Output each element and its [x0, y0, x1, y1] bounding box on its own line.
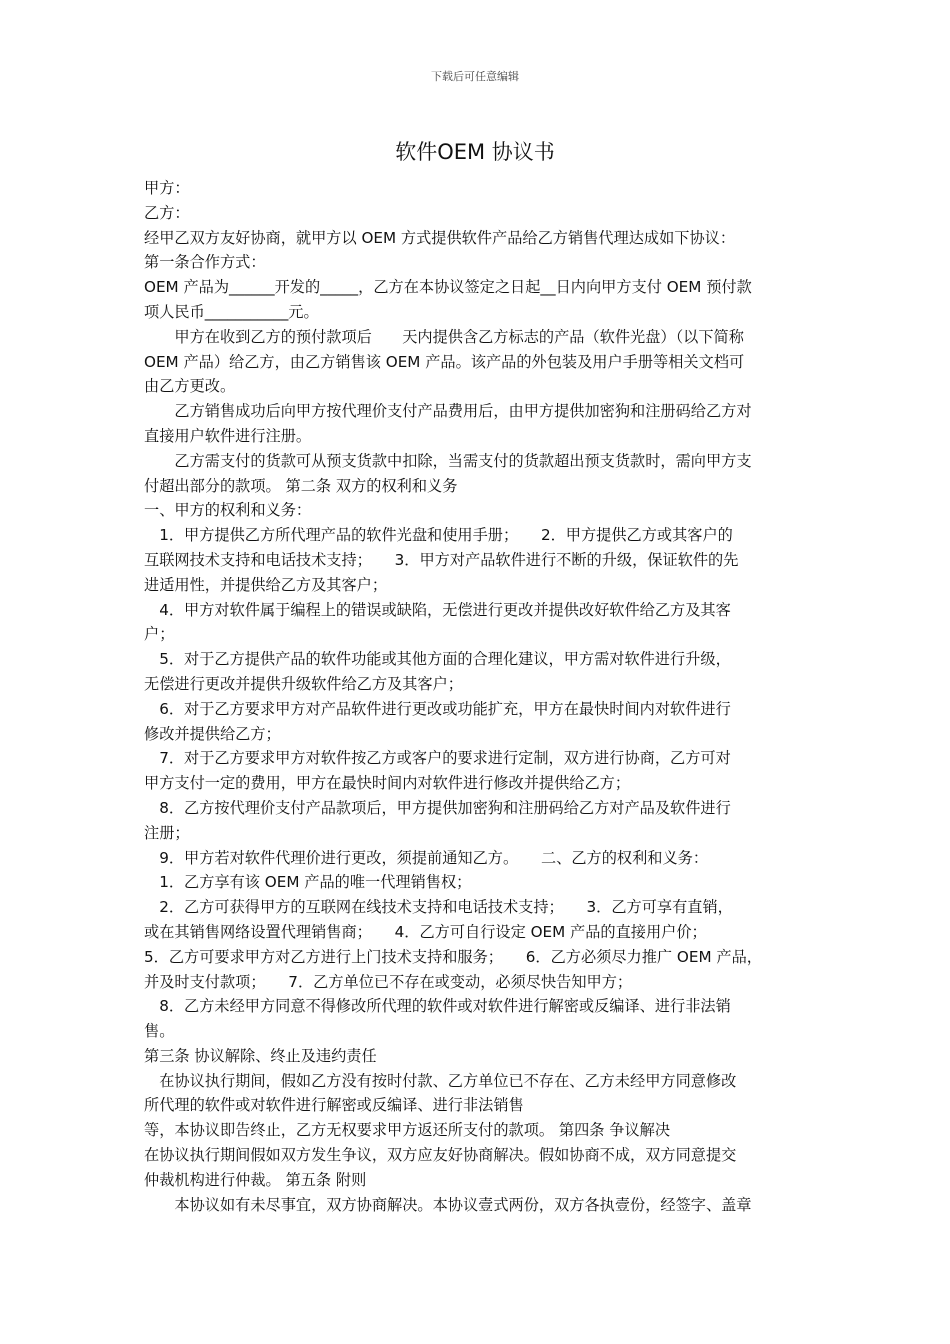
body-line: 或在其销售网络设置代理销售商； 4．乙方可自行设定 OEM 产品的直接用户价； — [144, 922, 707, 941]
body-line: 乙方： — [144, 203, 190, 222]
body-line: 在协议执行期间假如双方发生争议，双方应友好协商解决。假如协商不成，双方同意提交 — [144, 1146, 737, 1165]
body-line: 5．乙方可要求甲方对乙方进行上门技术支持和服务； 6．乙方必须尽力推广 OEM 产品， — [144, 947, 762, 966]
body-line: 项人民币___________元。 — [144, 302, 319, 321]
body-line: 直接用户软件进行注册。 — [144, 426, 312, 445]
body-line: 4．甲方对软件属于编程上的错误或缺陷，无偿进行更改并提供改好软件给乙方及其客 — [144, 600, 731, 619]
body-line: 乙方销售成功后向甲方按代理价支付产品费用后，由甲方提供加密狗和注册码给乙方对 — [144, 402, 752, 421]
body-line: OEM 产品）给乙方，由乙方销售该 OEM 产品。该产品的外包装及用户手册等相关文档可 — [144, 352, 745, 371]
body-line: 乙方需支付的货款可从预支货款中扣除，当需支付的货款超出预支货款时，需向甲方支 — [144, 451, 752, 470]
body-line: 5．对于乙方提供产品的软件功能或其他方面的合理化建议，甲方需对软件进行升级， — [144, 650, 731, 669]
body-line: 付超出部分的款项。 第二条 双方的权利和义务 — [144, 476, 458, 495]
body-line: 无偿进行更改并提供升级软件给乙方及其客户； — [144, 674, 463, 693]
body-line: 第一条合作方式： — [144, 253, 266, 272]
body-line: 一、甲方的权利和义务： — [144, 501, 312, 520]
body-line: 经甲乙双方友好协商，就甲方以 OEM 方式提供软件产品给乙方销售代理达成如下协议： — [144, 228, 736, 247]
body-line: 由乙方更改。 — [144, 377, 236, 396]
document-title: 软件OEM 协议书 — [395, 140, 555, 164]
body-line: 在协议执行期间，假如乙方没有按时付款、乙方单位已不存在、乙方未经甲方同意修改 — [144, 1071, 737, 1090]
body-line: 8．乙方未经甲方同意不得修改所代理的软件或对软件进行解密或反编译、进行非法销 — [144, 997, 731, 1016]
body-line: 修改并提供给乙方； — [144, 724, 281, 743]
body-line: 仲裁机构进行仲裁。 第五条 附则 — [144, 1170, 367, 1189]
body-line: 1．甲方提供乙方所代理产品的软件光盘和使用手册； 2．甲方提供乙方或其客户的 — [144, 526, 733, 545]
body-line: 2．乙方可获得甲方的互联网在线技术支持和电话技术支持； 3．乙方可享有直销， — [144, 898, 733, 917]
body-line: 等，本协议即告终止，乙方无权要求甲方返还所支付的款项。 第四条 争议解决 — [144, 1121, 671, 1140]
body-line: 售。 — [144, 1022, 175, 1041]
body-line: 8．乙方按代理价支付产品款项后，甲方提供加密狗和注册码给乙方对产品及软件进行 — [144, 798, 731, 817]
document-body — [144, 176, 814, 1217]
header-note: 下载后可任意编辑 — [431, 70, 519, 83]
body-line: 第三条 协议解除、终止及违约责任 — [144, 1046, 377, 1065]
body-line: 本协议如有未尽事宜，双方协商解决。本协议壹式两份，双方各执壹份，经签字、盖章 — [144, 1195, 752, 1214]
body-line: 并及时支付款项； 7．乙方单位已不存在或变动，必须尽快告知甲方； — [144, 972, 633, 991]
body-line: 户； — [144, 625, 175, 644]
body-line: 注册； — [144, 823, 190, 842]
body-line: OEM 产品为______开发的_____，乙方在本协议签定之日起__日内向甲方支付 OEM 预付款 — [144, 278, 752, 297]
body-line: 7．对于乙方要求甲方对软件按乙方或客户的要求进行定制，双方进行协商，乙方可对 — [144, 749, 731, 768]
body-line: 互联网技术支持和电话技术支持； 3．甲方对产品软件进行不断的升级，保证软件的先 — [144, 550, 739, 569]
body-line: 6．对于乙方要求甲方对产品软件进行更改或功能扩充，甲方在最快时间内对软件进行 — [144, 699, 731, 718]
body-line: 甲方支付一定的费用，甲方在最快时间内对软件进行修改并提供给乙方； — [144, 774, 630, 793]
body-line: 1．乙方享有该 OEM 产品的唯一代理销售权； — [144, 873, 472, 892]
body-line: 9．甲方若对软件代理价进行更改，须提前通知乙方。 二、乙方的权利和义务： — [144, 848, 709, 867]
body-line: 甲方： — [144, 179, 190, 197]
body-line: 甲方在收到乙方的预付款项后 天内提供含乙方标志的产品（软件光盘）（以下简称 — [144, 327, 744, 346]
body-line: 所代理的软件或对软件进行解密或反编译、进行非法销售 — [144, 1096, 524, 1115]
body-line: 进适用性，并提供给乙方及其客户； — [144, 575, 387, 594]
